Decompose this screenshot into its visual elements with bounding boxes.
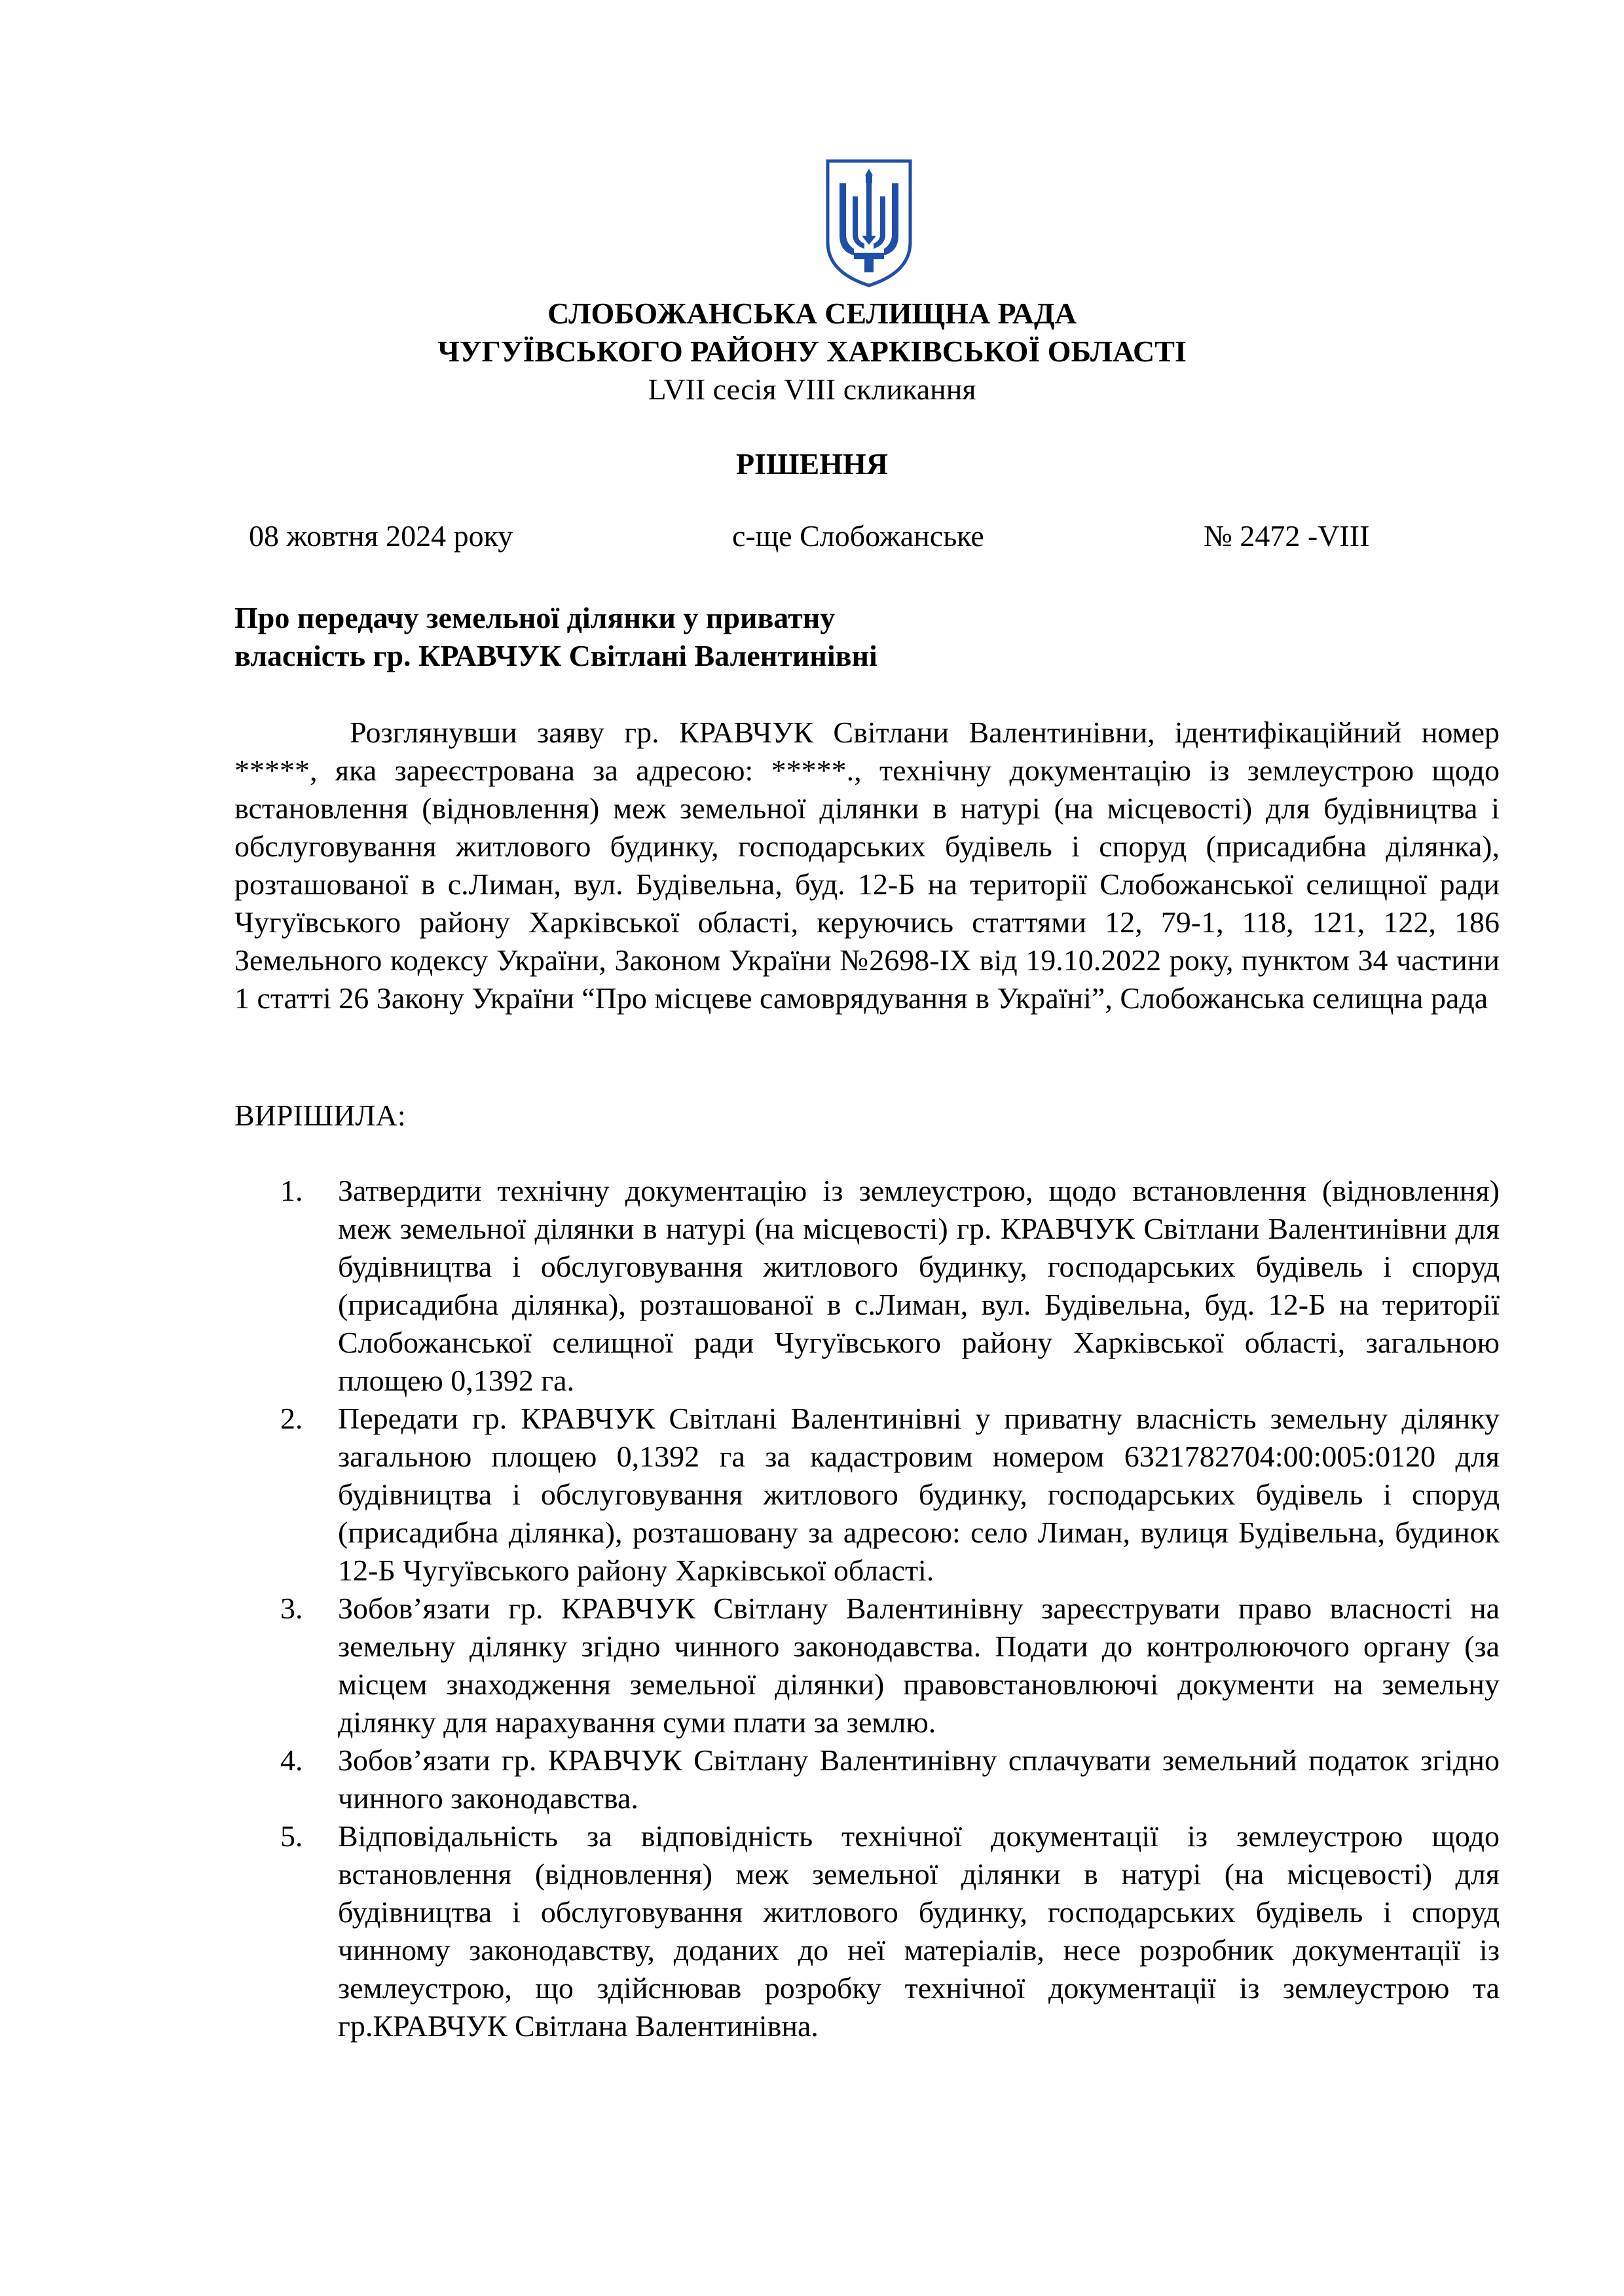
item-number: 3.: [280, 1592, 303, 1625]
list-item: [234, 1172, 1500, 1400]
item-number: 1.: [280, 1174, 303, 1207]
item-text: Зобов’язати гр. КРАВЧУК Світлану Валентинівну сплачувати земельний податок згідно чинного законодавства.: [338, 1743, 1500, 1815]
list-item: [234, 1590, 1500, 1741]
list-item: [234, 1817, 1500, 2045]
item-number: 2.: [280, 1402, 303, 1435]
item-text: Відповідальність за відповідність технічної документації із землеустрою щодо встановлення (відновлення) меж земельної ділянки в натурі (на місцевості) для будівництва і обслуговування житлового будинку, господарських будівель і споруд чинному законодавству, доданих до неї матеріалів, несе розробник документації із землеустрою, що здійснював розробку технічної документації із землеустрою та гр.КРАВЧУК Світлана Валентинівна.: [338, 1819, 1500, 2043]
item-text: Зобов’язати гр. КРАВЧУК Світлану Валентинівну зареєструвати право власності на земельну ділянку згідно чинного законодавства. Подати до контролюючого органу (за місцем знаходження земельної ділянки) правовстановлюючі документи на земельну ділянку для нарахування суми плати за землю.: [338, 1592, 1500, 1739]
council-name: СЛОБОЖАНСЬКА СЕЛИЩНА РАДА: [547, 297, 1077, 330]
decision-date: 08 жовтня 2024 року: [249, 519, 513, 553]
item-text: Затвердити технічну документацію із землеустрою, щодо встановлення (відновлення) меж земельної ділянки в натурі (на місцевості) гр. КРАВЧУК Світлани Валентинівни для будівництва і обслуговування житлового будинку, господарських будівель і споруд (присадибна ділянка), розташованої в с.Лиман, вул. Будівельна, буд. 12-Б на території Слобожанської селищної ради Чугуївського району Харківської області, загальною площею 0,1392 га.: [338, 1174, 1500, 1397]
resolution-items: [234, 1172, 1500, 2045]
resolved-heading: ВИРІШИЛА:: [234, 1099, 406, 1132]
document-type: РІШЕННЯ: [736, 447, 888, 481]
item-number: 4.: [280, 1743, 303, 1777]
item-number: 5.: [280, 1819, 303, 1853]
decision-place: с-ще Слобожанське: [732, 519, 984, 553]
decision-subject: [234, 599, 877, 675]
list-item: [234, 1400, 1500, 1590]
session-info: LVII сесія VIII скликання: [648, 373, 976, 406]
list-item: [234, 1741, 1500, 1817]
district-name: ЧУГУЇВСЬКОГО РАЙОНУ ХАРКІВСЬКОЇ ОБЛАСТІ: [437, 335, 1187, 368]
subject-line-2: власність гр. КРАВЧУК Світлані Валентинівні: [234, 639, 877, 672]
preamble-paragraph: Розглянувши заяву гр. КРАВЧУК Світлани Валентинівни, ідентифікаційний номер *****, яка зареєстрована за адресою: *****., технічну документацію із землеустрою щодо встановлення (відновлення) меж земельної ділянки в натурі (на місцевості) для будівництва і обслуговування житлового будинку, господарських будівель і споруд (присадибна ділянка), розташованої в с.Лиман, вул. Будівельна, буд. 12-Б на території Слобожанської селищної ради Чугуївського району Харківської області, керуючись статтями 12, 79-1, 118, 121, 122, 186 Земельного кодексу України, Законом України №2698-IX від 19.10.2022 року, пунктом 34 частини 1 статті 26 Закону України “Про місцеве самоврядування в Україні”, Слобожанська селищна рада: [234, 716, 1500, 1015]
subject-line-1: Про передачу земельної ділянки у приватну: [234, 601, 836, 634]
coat-of-arms-of-ukraine-icon: [824, 157, 914, 288]
decision-number: № 2472 -VIII: [1204, 519, 1370, 553]
item-text: Передати гр. КРАВЧУК Світлані Валентинівні у приватну власність земельну ділянку загальною площею 0,1392 га за кадастровим номером 6321782704:00:005:0120 для будівництва і обслуговування житлового будинку, господарських будівель і споруд (присадибна ділянка), розташовану за адресою: село Лиман, вулиця Будівельна, будинок 12-Б Чугуївського району Харківської області.: [338, 1402, 1500, 1587]
